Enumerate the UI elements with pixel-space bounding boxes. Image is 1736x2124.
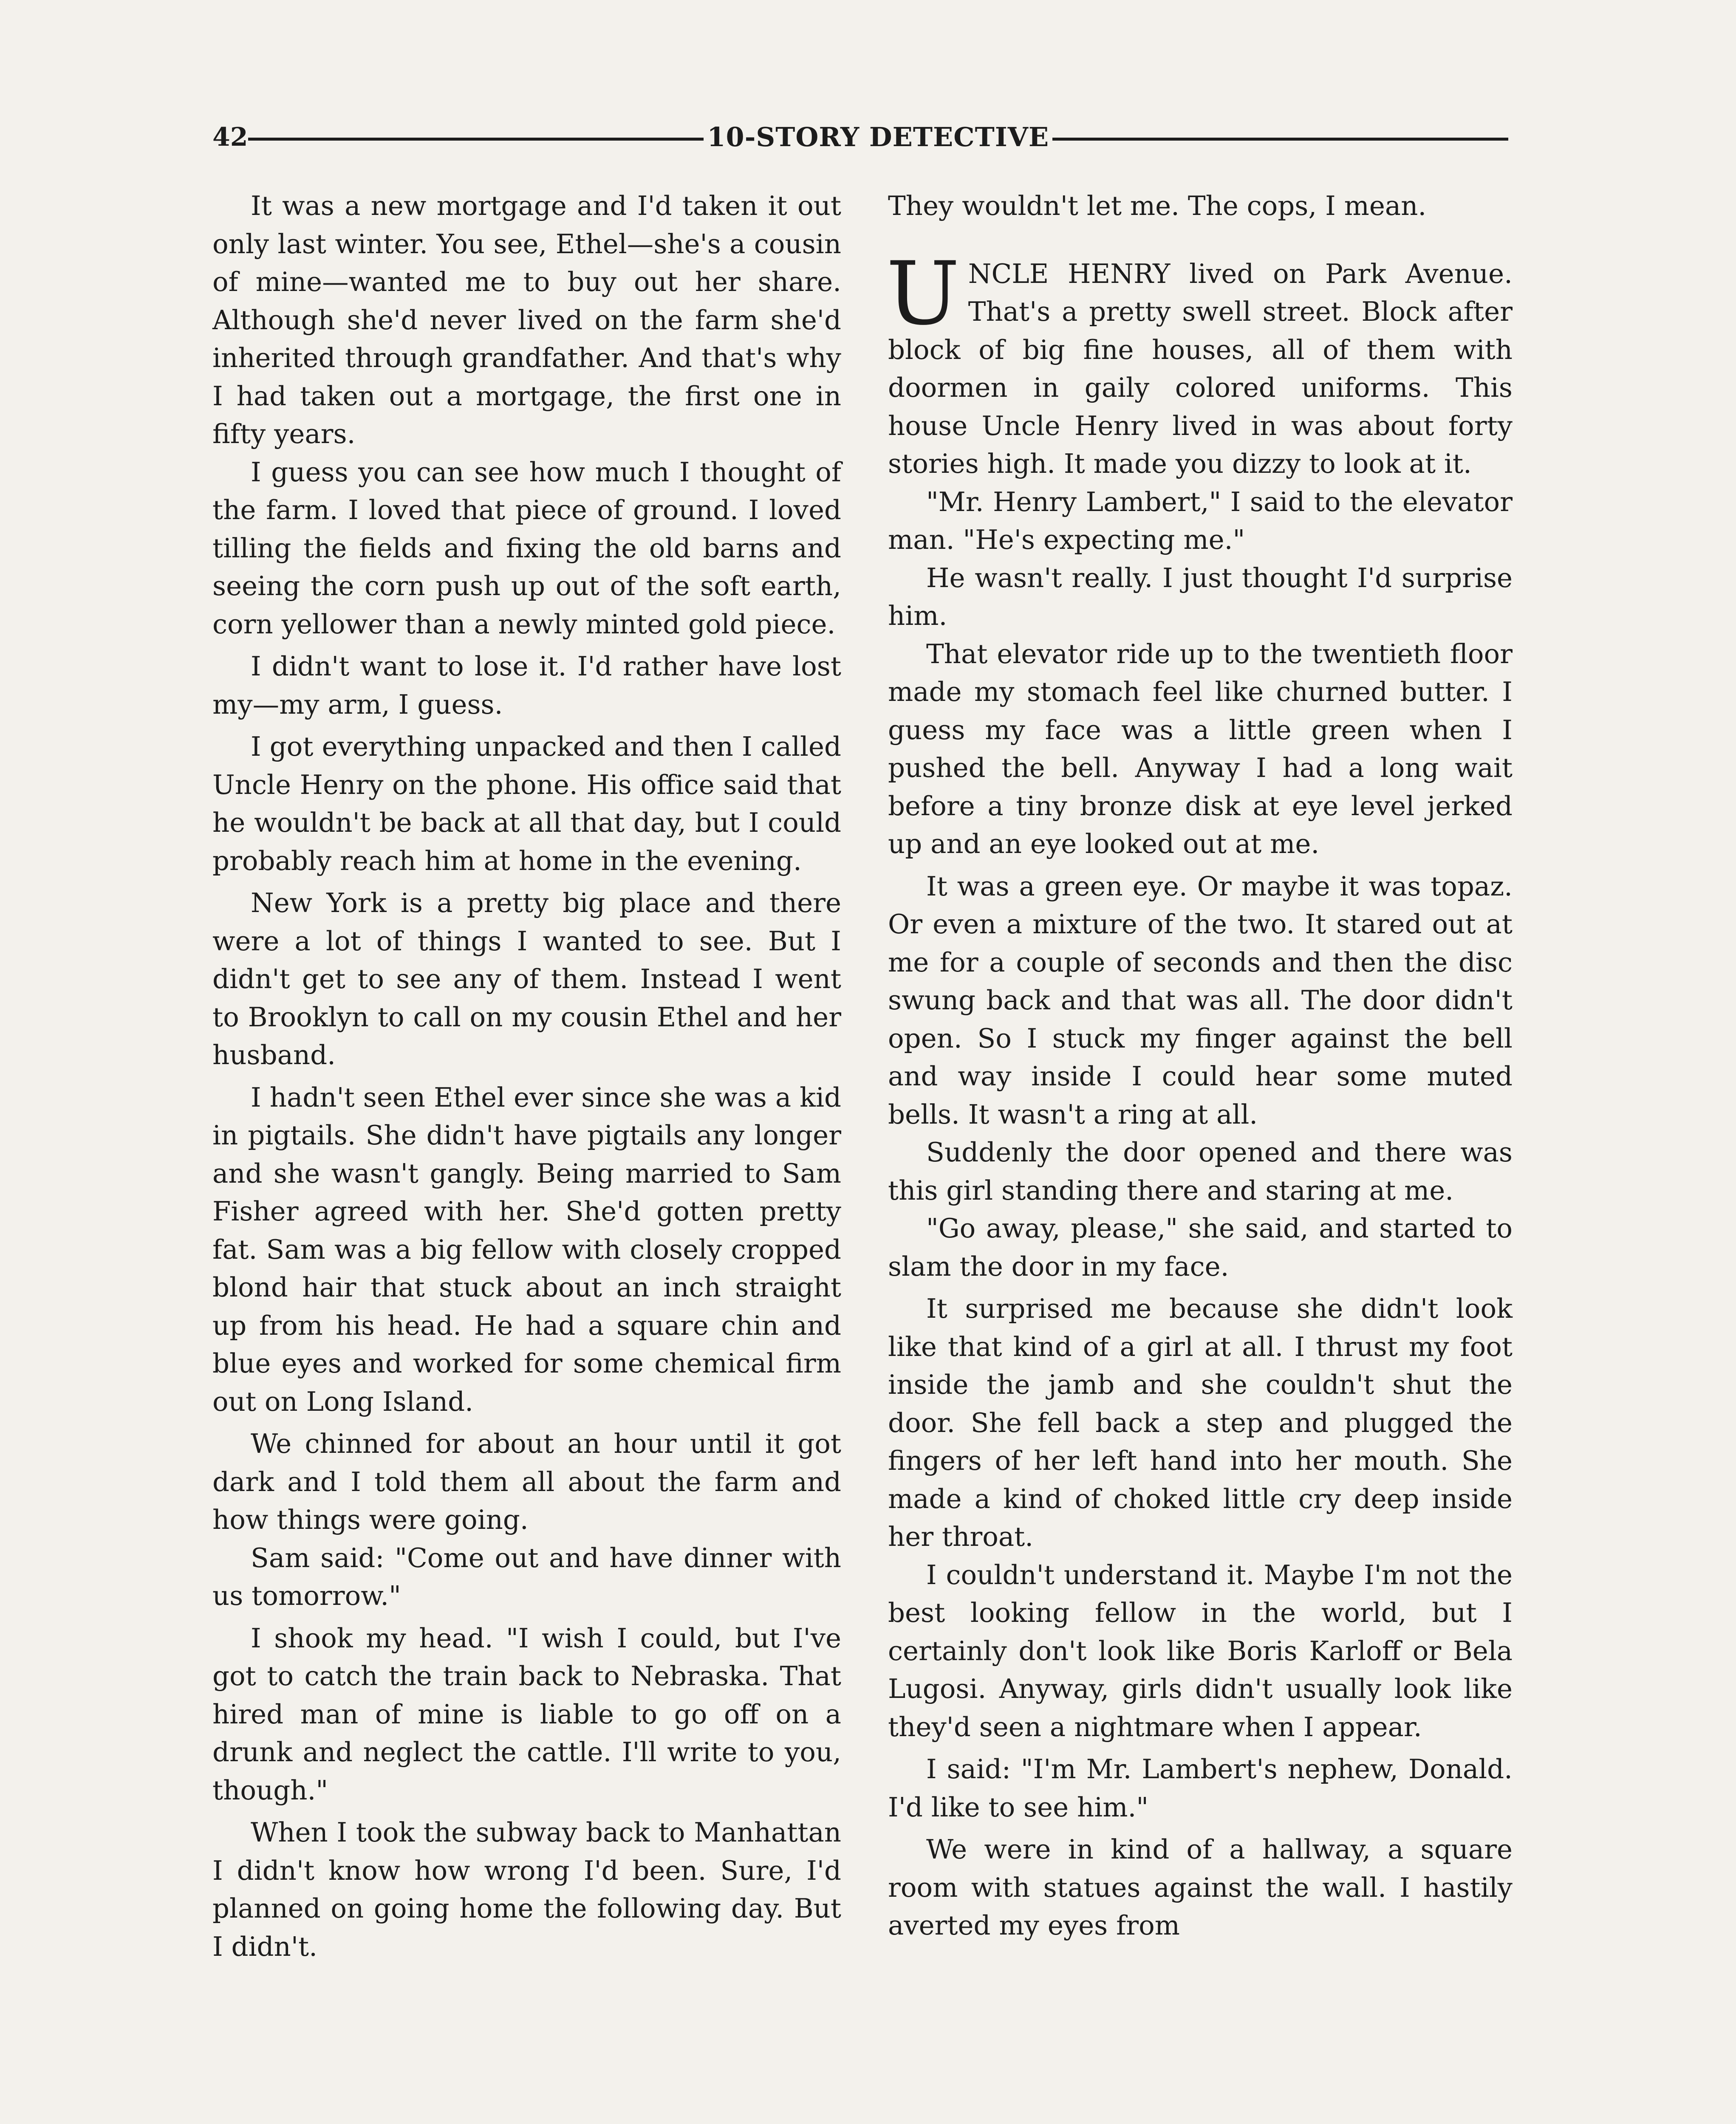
paragraph: I shook my head. "I wish I could, but I've got to catch the train back to Nebraska. That hired man of mine is liable to go off on a drunk and neglect the cattle. I'll write to you, though." [212, 1622, 841, 1806]
paragraph: I got everything unpacked and then I called Uncle Henry on the phone. His office said that he wouldn't be back at all that day, but I could probably reach him at home in the evening. [212, 731, 841, 876]
paragraph: It surprised me because she didn't look like that kind of a girl at all. I thrust my foot inside the jamb and she couldn't shut the door. She fell back a step and plugged the fingers of her left hand into her mouth. She made a kind of choked little cry deep inside her throat. [888, 1293, 1513, 1552]
paragraph: Suddenly the door opened and there was this girl standing there and staring at me. [888, 1137, 1513, 1206]
paragraph: When I took the subway back to Manhattan I didn't know how wrong I'd been. Sure, I'd planned on going home the following day. But I didn't. [212, 1817, 841, 1962]
paragraph: We were in kind of a hallway, a square room with statues against the wall. I hastily averted my eyes from [888, 1834, 1513, 1941]
paragraph: "Go away, please," she said, and started to slam the door in my face. [888, 1213, 1513, 1282]
paragraph: That elevator ride up to the twentieth floor made my stomach feel like churned butter. I guess my face was a little green when I pushed the bell. Anyway I had a long wait before a tiny bronze disk at eye level jerked up and an eye looked out at me. [888, 638, 1513, 859]
paragraph-carryover: They wouldn't let me. The cops, I mean. [888, 190, 1427, 221]
left-column [212, 187, 841, 1966]
drop-cap: U [886, 243, 960, 345]
page-number: 42 [212, 122, 248, 152]
right-column [888, 187, 1513, 1945]
page-header [212, 114, 1508, 161]
header-rule-left [248, 138, 704, 141]
section-opening-text: NCLE HENRY lived on Park Avenue. That's a pretty swell street. Block after block of big fine houses, all of them with doormen in gaily colored uniforms. This house Uncle Henry lived in was about forty stories high. It made you dizzy to look at it. [888, 258, 1513, 479]
paragraph: I hadn't seen Ethel ever since she was a kid in pigtails. She didn't have pigtails any longer and she wasn't gangly. Being married to Sam Fisher agreed with her. She'd gotten pretty fat. Sam was a big fellow with closely cropped blond hair that stuck about an inch straight up from his head. He had a square chin and blue eyes and worked for some chemical firm out on Long Island. [212, 1082, 841, 1417]
section-opening-paragraph [886, 243, 1513, 483]
paragraph: I guess you can see how much I thought of the farm. I loved that piece of ground. I loved tilling the fields and fixing the old barns and seeing the corn push up out of the soft earth, corn yellower than a newly minted gold piece. [212, 456, 841, 640]
paragraph: Sam said: "Come out and have dinner with us tomorrow." [212, 1542, 841, 1611]
paragraph: "Mr. Henry Lambert," I said to the elevator man. "He's expecting me." [888, 486, 1513, 555]
paragraph: It was a new mortgage and I'd taken it out only last winter. You see, Ethel—she's a cousin of mine—wanted me to buy out her share. Although she'd never lived on the farm she'd inherited through grandfather. And that's why I had taken out a mortgage, the first one in fifty years. [212, 190, 841, 449]
magazine-title: 10-STORY DETECTIVE [707, 121, 1049, 153]
paragraph: He wasn't really. I just thought I'd surprise him. [888, 562, 1513, 631]
paragraph: I said: "I'm Mr. Lambert's nephew, Donald. I'd like to see him." [888, 1754, 1513, 1823]
paragraph: It was a green eye. Or maybe it was topaz. Or even a mixture of the two. It stared out at me for a couple of seconds and then the disc swung back and that was all. The door didn't open. So I stuck my finger against the bell and way inside I could hear some muted bells. It wasn't a ring at all. [888, 870, 1513, 1130]
paragraph: New York is a pretty big place and there were a lot of things I wanted to see. But I didn't get to see any of them. Instead I went to Brooklyn to call on my cousin Ethel and her husband. [212, 887, 841, 1070]
header-rule-right [1052, 138, 1508, 141]
paragraph: We chinned for about an hour until it got dark and I told them all about the farm and how things were going. [212, 1428, 841, 1535]
paragraph: I couldn't understand it. Maybe I'm not the best looking fellow in the world, but I certainly don't look like Boris Karloff or Bela Lugosi. Anyway, girls didn't usually look like they'd seen a nightmare when I appear. [888, 1559, 1513, 1743]
paragraph: I didn't want to lose it. I'd rather have lost my—my arm, I guess. [212, 651, 841, 720]
